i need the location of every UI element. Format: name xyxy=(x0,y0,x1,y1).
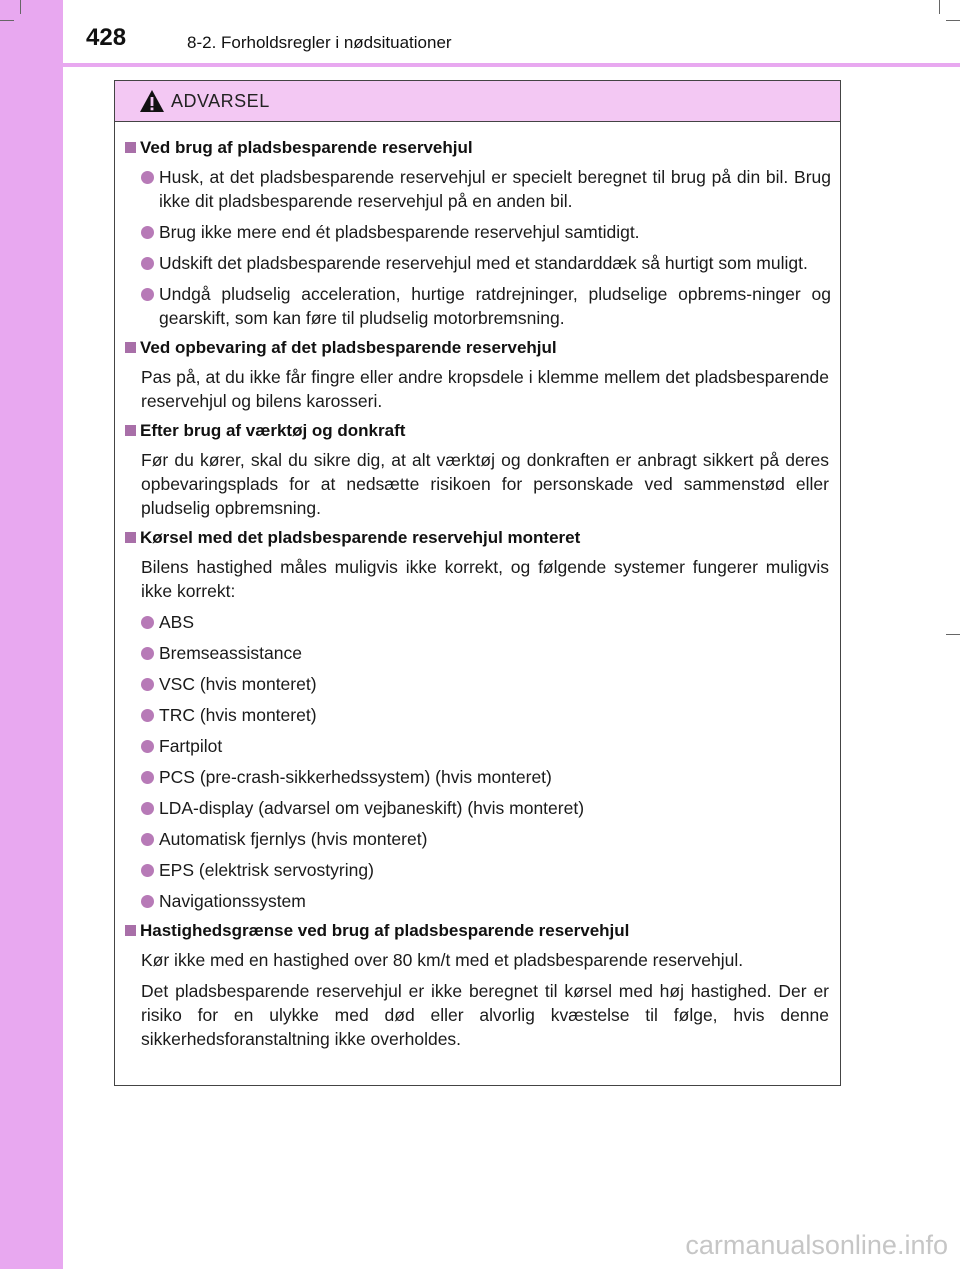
warning-section xyxy=(125,337,831,413)
bullet-item xyxy=(125,251,831,275)
header-rule xyxy=(63,63,960,67)
section-heading-text: Hastighedsgrænse ved brug af pladsbesparende reservehjul xyxy=(140,921,630,940)
crop-mark xyxy=(939,0,940,14)
section-heading xyxy=(125,137,831,159)
section-heading xyxy=(125,420,831,442)
round-bullet-icon xyxy=(141,864,154,877)
bullet-text: EPS (elektrisk servostyring) xyxy=(159,860,374,880)
bullet-item xyxy=(125,734,831,758)
bullet-item xyxy=(125,765,831,789)
warning-header xyxy=(115,81,840,122)
square-bullet-icon xyxy=(125,925,136,936)
round-bullet-icon xyxy=(141,616,154,629)
bullet-item xyxy=(125,610,831,634)
warning-section xyxy=(125,420,831,520)
bullet-item xyxy=(125,282,831,330)
warning-section xyxy=(125,137,831,330)
square-bullet-icon xyxy=(125,342,136,353)
bullet-item xyxy=(125,672,831,696)
bullet-text: Husk, at det pladsbesparende reservehjul er specielt beregnet til brug på din bil. Brug ikke dit pladsbesparende reservehjul på en anden bil. xyxy=(159,167,831,211)
round-bullet-icon xyxy=(141,709,154,722)
warning-section xyxy=(125,527,831,913)
bullet-item xyxy=(125,641,831,665)
paragraph: Det pladsbesparende reservehjul er ikke beregnet til kørsel med høj hastighed. Der er risiko for en ulykke med død eller alvorlig kvæstelse til følge, hvis denne sikkerhedsforanstaltning ikke overholdes. xyxy=(141,981,829,1049)
round-bullet-icon xyxy=(141,257,154,270)
section-heading-text: Ved brug af pladsbesparende reservehjul xyxy=(140,138,473,157)
round-bullet-icon xyxy=(141,226,154,239)
paragraph: Bilens hastighed måles muligvis ikke korrekt, og følgende systemer fungerer muligvis ikke korrekt: xyxy=(141,557,829,601)
square-bullet-icon xyxy=(125,532,136,543)
bullet-text: ABS xyxy=(159,612,195,632)
round-bullet-icon xyxy=(141,833,154,846)
round-bullet-icon xyxy=(141,802,154,815)
bullet-item xyxy=(125,827,831,851)
round-bullet-icon xyxy=(141,678,154,691)
warning-section xyxy=(125,920,831,1051)
warning-triangle-icon xyxy=(139,89,165,113)
section-heading-text: Kørsel med det pladsbesparende reservehjul monteret xyxy=(140,528,581,547)
round-bullet-icon xyxy=(141,895,154,908)
bullet-text: Undgå pludselig acceleration, hurtige ratdrejninger, pludselige opbrems-ninger og gearskift, som kan føre til pludselig motorbremsning. xyxy=(159,284,831,328)
section-heading xyxy=(125,920,831,942)
page-number: 428 xyxy=(86,24,127,51)
paragraph: Kør ikke med en hastighed over 80 km/t med et pladsbesparende reservehjul. xyxy=(141,950,744,970)
section-heading xyxy=(125,337,831,359)
round-bullet-icon xyxy=(141,771,154,784)
warning-title: ADVARSEL xyxy=(171,90,270,111)
round-bullet-icon xyxy=(141,171,154,184)
section-heading-text: Efter brug af værktøj og donkraft xyxy=(140,421,406,440)
watermark: carmanualsonline.info xyxy=(685,1230,948,1260)
bullet-text: Navigationssystem xyxy=(159,891,306,911)
bullet-item xyxy=(125,220,831,244)
section-title: 8-2. Forholdsregler i nødsituationer xyxy=(187,33,452,52)
section-heading-text: Ved opbevaring af det pladsbesparende reservehjul xyxy=(140,338,557,357)
bullet-item xyxy=(125,858,831,882)
bullet-text: VSC (hvis monteret) xyxy=(159,674,317,694)
round-bullet-icon xyxy=(141,647,154,660)
warning-content xyxy=(125,137,831,1058)
paragraph: Før du kører, skal du sikre dig, at alt værktøj og donkraften er anbragt sikkert på deres opbevaringsplads for at nedsætte risikoen for personskade ved sammenstød eller pludselig opbremsning. xyxy=(141,450,829,518)
bullet-text: PCS (pre-crash-sikkerhedssystem) (hvis monteret) xyxy=(159,767,552,787)
bullet-text: Bremseassistance xyxy=(159,643,302,663)
crop-mark xyxy=(20,0,21,14)
crop-mark xyxy=(0,20,14,21)
bullet-text: Automatisk fjernlys (hvis monteret) xyxy=(159,829,428,849)
paragraph: Pas på, at du ikke får fingre eller andre kropsdele i klemme mellem det pladsbesparende reservehjul og bilens karosseri. xyxy=(141,367,829,411)
round-bullet-icon xyxy=(141,288,154,301)
bullet-item xyxy=(125,796,831,820)
square-bullet-icon xyxy=(125,425,136,436)
square-bullet-icon xyxy=(125,142,136,153)
section-heading xyxy=(125,527,831,549)
crop-mark xyxy=(946,634,960,635)
bullet-text: Brug ikke mere end ét pladsbesparende reservehjul samtidigt. xyxy=(159,222,640,242)
bullet-text: Udskift det pladsbesparende reservehjul med et standarddæk så hurtigt som muligt. xyxy=(159,253,808,273)
chapter-sidebar-band xyxy=(0,0,63,1269)
round-bullet-icon xyxy=(141,740,154,753)
bullet-item xyxy=(125,165,831,213)
bullet-item xyxy=(125,889,831,913)
bullet-text: LDA-display (advarsel om vejbaneskift) (hvis monteret) xyxy=(159,798,585,818)
bullet-item xyxy=(125,703,831,727)
warning-box xyxy=(114,80,841,1086)
bullet-text: TRC (hvis monteret) xyxy=(159,705,317,725)
bullet-text: Fartpilot xyxy=(159,736,223,756)
crop-mark xyxy=(946,20,960,21)
